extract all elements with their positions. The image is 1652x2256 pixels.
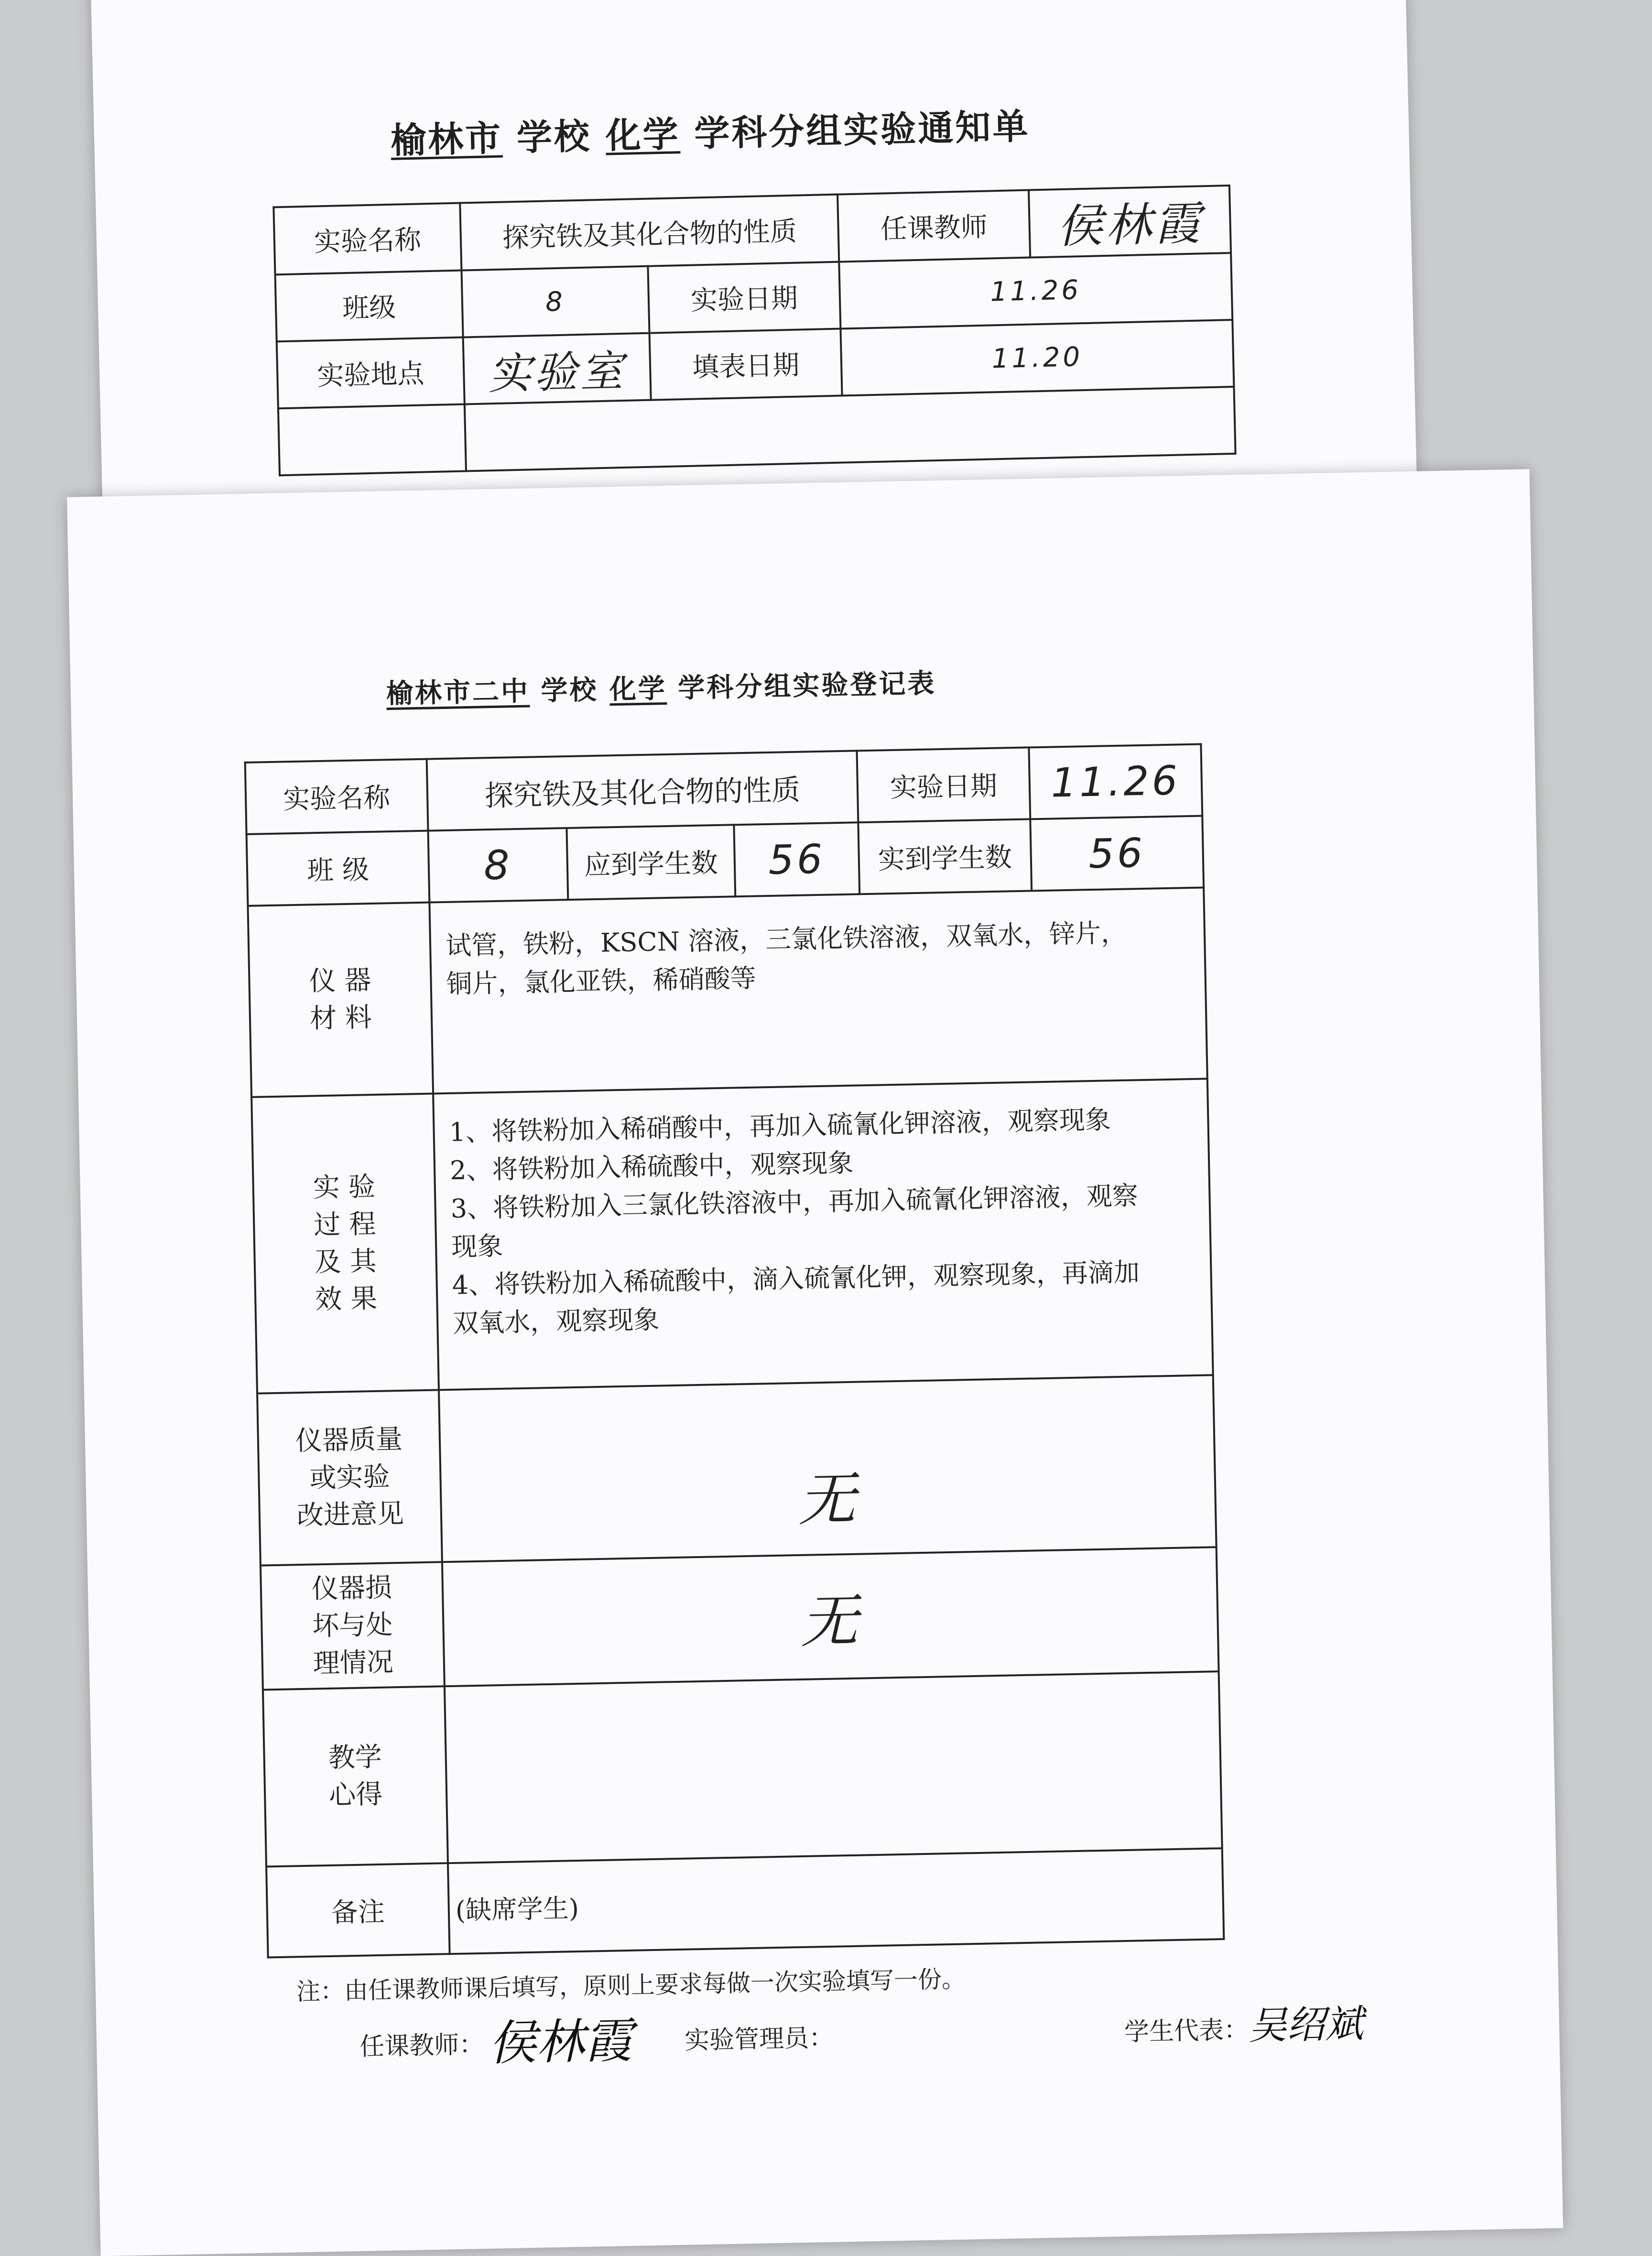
record-process-line-6: 双氧水，观察现象: [452, 1304, 660, 1339]
record-materials-line-1: 试管，铁粉，KSCN 溶液，三氯化铁溶液，双氧水，锌片，: [445, 917, 1127, 961]
record-process-line-1: 1、将铁粉加入稀硝酸中，再加入硫氰化钾溶液，观察现象: [449, 1104, 1111, 1147]
record-value-quality: 无: [439, 1375, 1217, 1562]
record-label-teaching: [263, 1686, 448, 1866]
record-label-materials: [248, 903, 433, 1097]
notice-label-exp-date: 实验日期: [648, 262, 840, 333]
notice-table: [272, 185, 1236, 476]
record-label-quality-1: 仪器质量: [295, 1423, 403, 1457]
record-label-quality-3: 改进意见: [296, 1498, 404, 1532]
record-label-class: 班 级: [247, 831, 430, 906]
record-value-damage: 无: [442, 1547, 1219, 1686]
record-label-damage-1: 仪器损: [311, 1572, 392, 1605]
record-value-name: 探究铁及其化合物的性质: [427, 751, 859, 830]
record-label-remarks: 备注: [266, 1863, 450, 1957]
record-title-rest: 学科分组实验登记表: [677, 668, 936, 704]
record-materials-line-2: 铜片，氯化亚铁，稀硝酸等: [446, 963, 757, 999]
notice-value-name: 探究铁及其化合物的性质: [460, 195, 839, 271]
notice-value-class: 8: [461, 266, 649, 338]
record-label-process-4: 效 果: [315, 1283, 378, 1316]
record-label-quality: [257, 1390, 442, 1565]
record-note: 注：由任课教师课后填写，原则上要求每做一次实验填写一份。: [296, 1965, 966, 2006]
record-sheet: [67, 469, 1563, 2256]
record-title: [386, 662, 936, 711]
notice-empty-label: [278, 404, 466, 475]
record-value-teacher: 侯林霞: [488, 2012, 633, 2071]
record-label-damage-2: 坏与处: [312, 1609, 393, 1642]
notice-label-fill-date: 填表日期: [650, 329, 842, 400]
record-label-teaching-2: 心得: [328, 1778, 383, 1811]
record-label-student-rep: 学生代表：: [1124, 2016, 1249, 2047]
record-value-student-rep: 吴绍斌: [1248, 2001, 1364, 2049]
record-label-admin: 实验管理员：: [684, 2023, 834, 2055]
record-label-process-3: 及 其: [314, 1245, 377, 1278]
record-value-process: [433, 1079, 1213, 1390]
record-label-actual: 实到学生数: [858, 819, 1032, 894]
notice-title-rest: 学科分组实验通知单: [694, 106, 1031, 155]
record-label-materials-1: 仪 器: [309, 964, 372, 997]
notice-label-teacher: 任课教师: [837, 190, 1030, 262]
notice-title-city: 榆林市: [390, 118, 503, 162]
notice-value-place: 实验室: [463, 333, 651, 404]
record-value-remarks: (缺席学生): [448, 1848, 1224, 1954]
notice-title-subject: 化学: [605, 114, 681, 157]
record-label-damage: [261, 1562, 445, 1689]
record-process-line-2: 2、将铁粉加入稀硫酸中，观察现象: [449, 1147, 854, 1186]
record-label-name: 实验名称: [245, 759, 428, 834]
notice-label-class: 班级: [275, 271, 463, 342]
record-title-school: 学校: [540, 674, 599, 707]
notice-label-name: 实验名称: [273, 203, 461, 275]
record-process-line-5: 4、将铁粉加入稀硫酸中，滴入硫氰化钾，观察现象，再滴加: [452, 1257, 1140, 1300]
record-title-subject: 化学: [609, 673, 667, 706]
notice-title-school: 学校: [516, 116, 592, 159]
record-value-expected: 56: [734, 822, 859, 896]
record-label-process-1: 实 验: [313, 1171, 376, 1204]
notice-value-teacher: 侯林霞: [1029, 185, 1231, 257]
record-label-process-2: 过 程: [313, 1208, 376, 1241]
record-process-line-4: 现象: [451, 1231, 503, 1262]
record-label-date: 实验日期: [857, 747, 1031, 822]
notice-title: [390, 98, 1030, 163]
record-value-teaching: [445, 1671, 1222, 1863]
record-label-expected: 应到学生数: [566, 825, 735, 900]
record-label-teaching-1: 教学: [328, 1741, 382, 1774]
record-value-class: 8: [428, 828, 568, 903]
notice-value-fill-date: 11.20: [840, 320, 1234, 396]
record-title-city: 榆林市二中: [386, 676, 530, 710]
record-label-teacher: 任课教师：: [359, 2030, 484, 2061]
record-label-materials-2: 材 料: [309, 1002, 372, 1035]
record-label-quality-2: 或实验: [309, 1461, 391, 1494]
notice-label-place: 实验地点: [277, 338, 465, 409]
record-value-actual: 56: [1030, 816, 1204, 891]
notice-sheet: [91, 0, 1417, 512]
record-label-process: [251, 1094, 439, 1394]
record-value-materials: [429, 887, 1207, 1093]
record-value-date: 11.26: [1029, 744, 1202, 819]
record-process-line-3: 3、将铁粉加入三氯化铁溶液中，再加入硫氰化钾溶液，观察: [450, 1180, 1139, 1224]
record-table: [244, 743, 1225, 1959]
record-label-damage-3: 理情况: [313, 1646, 394, 1679]
notice-value-exp-date: 11.26: [839, 253, 1232, 329]
